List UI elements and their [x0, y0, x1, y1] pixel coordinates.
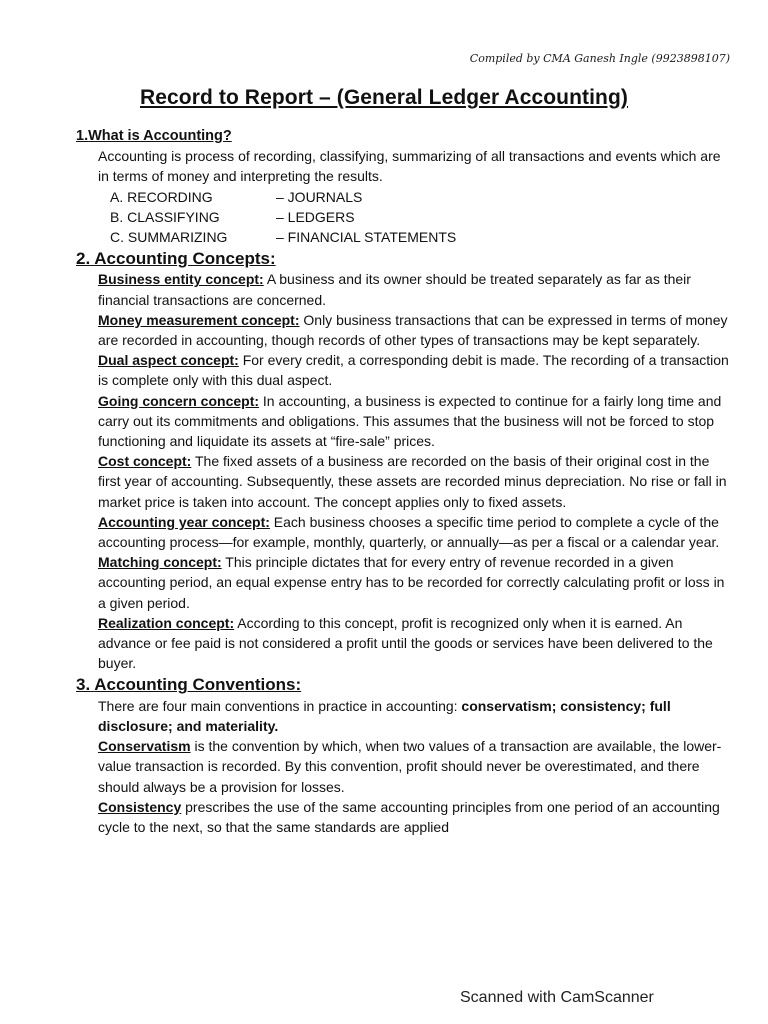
concept-paragraph: Dual aspect concept: For every credit, a corresponding debit is made. The recording of a transaction is complete only with this dual aspect.	[98, 352, 729, 389]
section-intro: Accounting is process of recording, classifying, summarizing of all transactions and events which are in terms of money and interpreting the results.	[98, 148, 721, 185]
list-item: C. SUMMARIZING – FINANCIAL STATEMENTS	[110, 229, 457, 246]
list-item: B. CLASSIFYING – LEDGERS	[110, 208, 355, 225]
section-heading: 2. Accounting Concepts:	[76, 249, 276, 269]
conventions-list	[76, 696, 732, 837]
convention-paragraph: Consistency prescribes the use of the same accounting principles from one period of an accounting cycle to the next, so that the same standards are applied	[98, 798, 720, 835]
section-heading: 3. Accounting Conventions:	[76, 675, 302, 695]
concept-paragraph: Accounting year concept: Each business chooses a specific time period to complete a cycle of the accounting process—for example, monthly, quarterly, or annually—as per a fiscal or a calendar year.	[98, 513, 720, 551]
section-what-is-accounting	[76, 126, 732, 247]
concept-paragraph: Cost concept: The fixed assets of a business are recorded on the basis of their original cost in the first year of accounting. Subsequently, these assets are recorded minus depreciation. No rise or fall in market price is taken into account. The concept applies only to fixed assets.	[98, 453, 727, 510]
section-accounting-conventions	[76, 675, 732, 837]
document-body	[76, 126, 732, 837]
concept-paragraph: Realization concept: According to this concept, profit is recognized only when it is earned. An advance or fee paid is not considered a profit until the goods or services have been delivered to the buyer.	[98, 614, 713, 672]
concept-paragraph: Money measurement concept: Only business transactions that can be expressed in terms of money are recorded in accounting, though records of other types of transactions may be kept separately.	[98, 311, 728, 349]
section-accounting-concepts	[76, 249, 732, 673]
document-title: Record to Report – (General Ledger Accounting)	[139, 86, 629, 109]
section-heading: 1.What is Accounting?	[76, 128, 232, 144]
conventions-intro: There are four main conventions in practice in accounting: conservatism; consistency; full disclosure; and materiality.	[98, 697, 671, 734]
list-item: A. RECORDING – JOURNALS	[110, 188, 363, 205]
concepts-list	[76, 269, 732, 673]
compiled-by-note: Compiled by CMA Ganesh Ingle (9923898107)	[469, 52, 730, 65]
convention-paragraph: Conservatism is the convention by which, when two values of a transaction are available, the lower-value transaction is recorded. By this convention, profit should never be overestimated, and there should always be a provision for losses.	[98, 738, 722, 795]
concept-paragraph: Going concern concept: In accounting, a business is expected to continue for a fairly long time and carry out its commitments and obligations. This assumes that the business will not be forced to stop functioning and liquidate its assets at “fire-sale” prices.	[98, 392, 722, 450]
camscanner-watermark: Scanned with CamScanner	[460, 989, 654, 1006]
accounting-steps-list	[76, 187, 732, 248]
concept-paragraph: Business entity concept: A business and its owner should be treated separately as far as their financial transactions are concerned.	[98, 271, 691, 308]
concept-paragraph: Matching concept: This principle dictates that for every entry of revenue recorded in a given accounting period, an equal expense entry has to be recorded for correctly calculating profit or loss in a given period.	[98, 554, 725, 611]
